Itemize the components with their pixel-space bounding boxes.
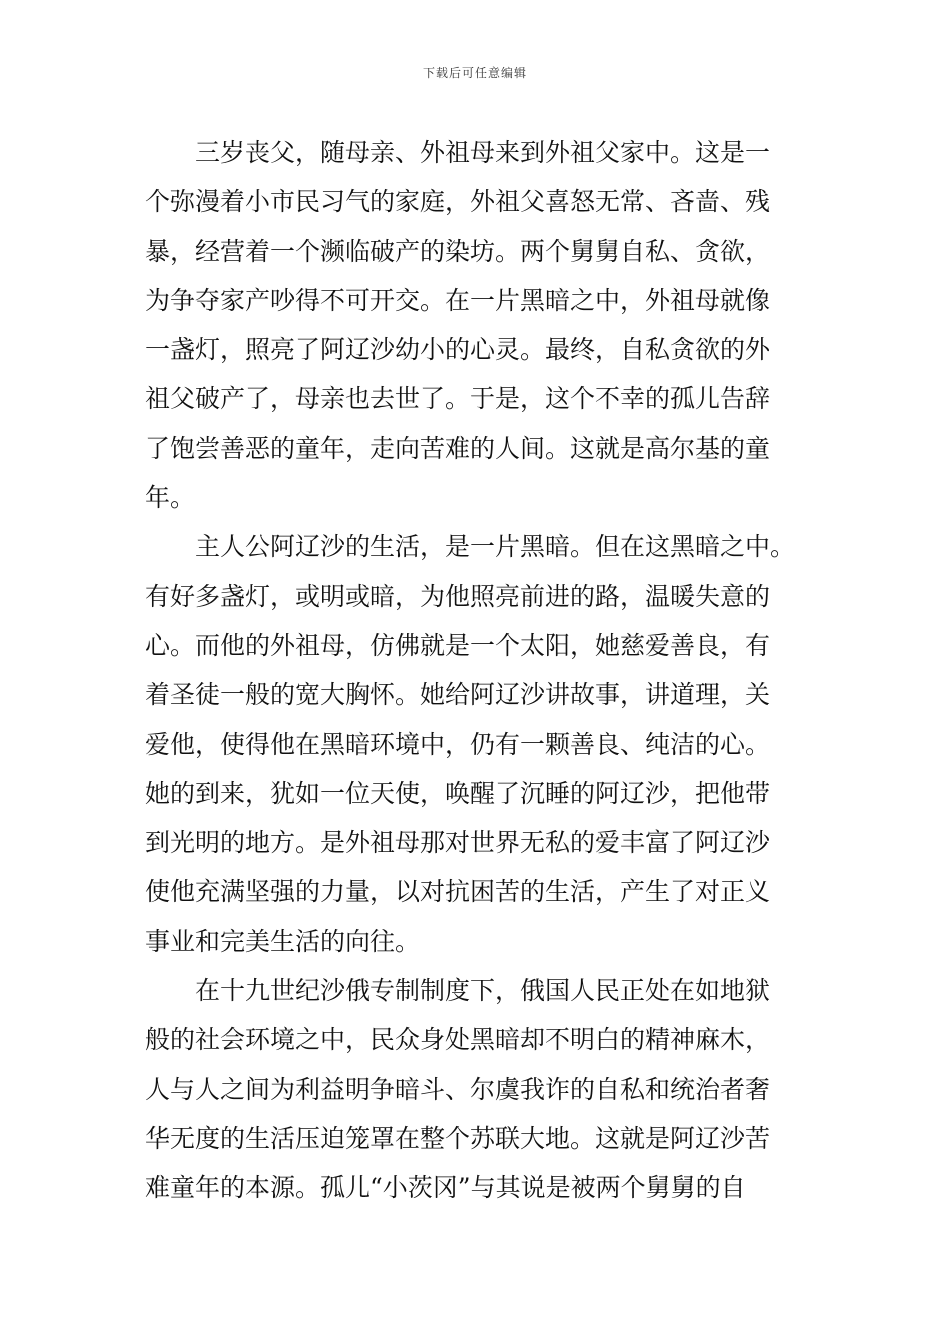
- text-line: 了饱尝善恶的童年，走向苦难的人间。这就是高尔基的童: [145, 433, 771, 463]
- text-line: 使他充满坚强的力量，以对抗困苦的生活，产生了对正义: [145, 877, 771, 907]
- header-note: 下载后可任意编辑: [422, 66, 527, 80]
- body-text: [145, 128, 825, 1213]
- text-line: 爱他，使得他在黑暗环境中，仍有一颗善良、纯洁的心。: [145, 729, 771, 759]
- text-line: 难童年的本源。孤儿“小茨冈”与其说是被两个舅舅的自: [145, 1173, 746, 1203]
- text-line: 她的到来，犹如一位天使，唤醒了沉睡的阿辽沙，把他带: [145, 778, 771, 808]
- text-line: 祖父破产了，母亲也去世了。于是，这个不幸的孤儿告辞: [145, 384, 771, 414]
- text-line: 到光明的地方。是外祖母那对世界无私的爱丰富了阿辽沙: [145, 828, 771, 858]
- text-line: 一盏灯，照亮了阿辽沙幼小的心灵。最终，自私贪欲的外: [145, 335, 771, 365]
- text-line: 三岁丧父，随母亲、外祖母来到外祖父家中。这是一: [145, 138, 771, 167]
- text-line: 事业和完美生活的向往。: [145, 926, 421, 956]
- text-line: 般的社会环境之中，民众身处黑暗却不明白的精神麻木，: [145, 1025, 771, 1055]
- text-line: 主人公阿辽沙的生活，是一片黑暗。但在这黑暗之中。: [145, 532, 796, 562]
- text-line: 人与人之间为利益明争暗斗、尔虞我诈的自私和统治者奢: [145, 1074, 771, 1104]
- text-line: 心。而他的外祖母，仿佛就是一个太阳，她慈爱善良，有: [145, 630, 771, 660]
- text-line: 为争夺家产吵得不可开交。在一片黑暗之中，外祖母就像: [145, 285, 771, 315]
- text-line: 着圣徒一般的宽大胸怀。她给阿辽沙讲故事，讲道理，关: [145, 680, 771, 710]
- text-line: 有好多盏灯，或明或暗，为他照亮前进的路，温暖失意的: [145, 581, 771, 611]
- text-line: 个弥漫着小市民习气的家庭，外祖父喜怒无常、吝啬、残: [145, 187, 771, 217]
- text-line: 暴，经营着一个濒临破产的染坊。两个舅舅自私、贪欲，: [145, 236, 771, 266]
- text-line: 在十九世纪沙俄专制制度下，俄国人民正处在如地狱: [145, 976, 771, 1006]
- text-line: 年。: [145, 483, 196, 513]
- text-line: 华无度的生活压迫笼罩在整个苏联大地。这就是阿辽沙苦: [145, 1123, 771, 1153]
